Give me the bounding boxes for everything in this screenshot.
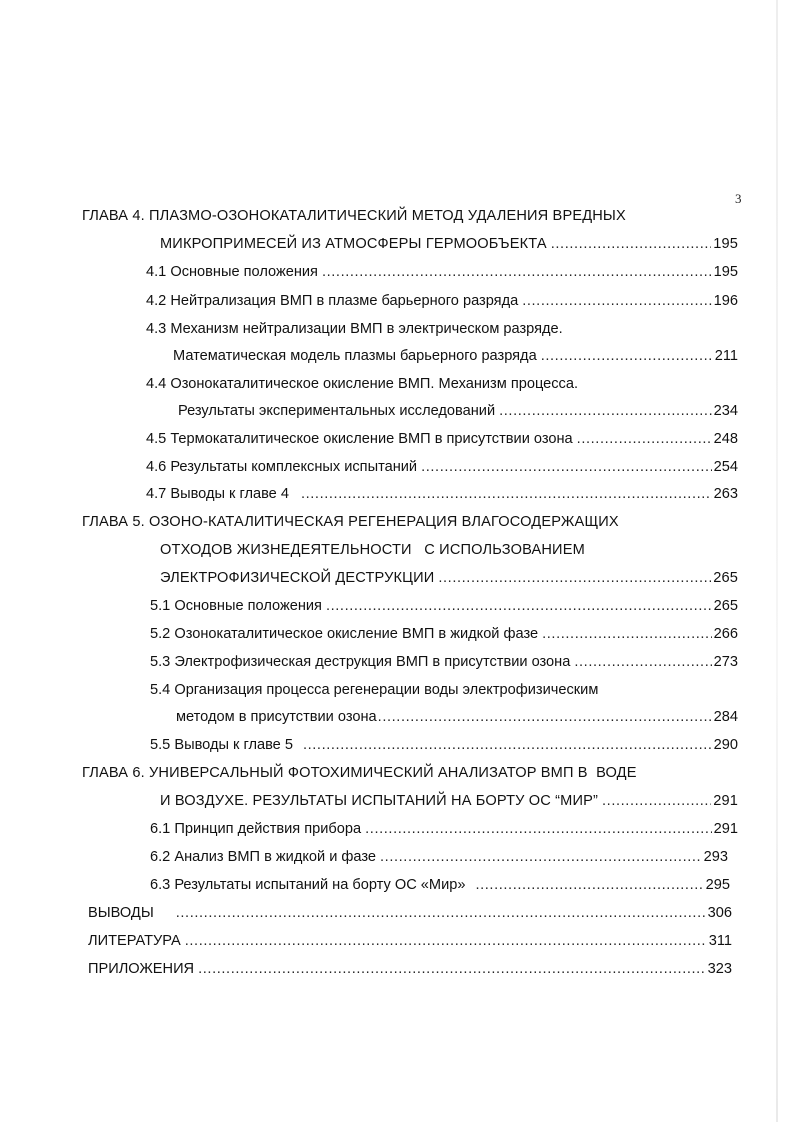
toc-chapter5-title-line1[interactable] (82, 512, 619, 532)
toc-entry-text: 6.1 Принцип действия прибора (150, 821, 362, 837)
toc-entry-text: 6.3 Результаты испытаний на борту ОС «Мир» (150, 877, 466, 893)
toc-entry-text: ГЛАВА 6. УНИВЕРСАЛЬНЫЙ ФОТОХИМИЧЕСКИЙ АНАЛИЗАТОР ВМП В ВОДЕ (82, 765, 637, 781)
toc-entry-text: ГЛАВА 4. ПЛАЗМО-ОЗОНОКАТАЛИТИЧЕСКИЙ МЕТОД УДАЛЕНИЯ ВРЕДНЫХ (82, 208, 626, 224)
toc-entry-text: Результаты экспериментальных исследований (178, 403, 496, 419)
toc-section-4-4-line2[interactable] (178, 401, 738, 421)
dot-leader (380, 847, 702, 867)
toc-page-number: 323 (707, 961, 732, 977)
toc-section-4-3-line2[interactable] (173, 346, 738, 366)
toc-entry-text: 5.3 Электрофизическая деструкция ВМП в присутствии озона (150, 654, 571, 670)
toc-section-4-6[interactable] (146, 457, 738, 477)
toc-entry-text: И ВОЗДУХЕ. РЕЗУЛЬТАТЫ ИСПЫТАНИЙ НА БОРТУ ОС “МИР” (160, 793, 599, 809)
dot-leader (378, 707, 712, 727)
dot-leader (176, 903, 706, 923)
toc-section-5-5[interactable] (150, 735, 738, 755)
toc-literature[interactable] (88, 931, 732, 951)
toc-entry-text: 4.6 Результаты комплексных испытаний (146, 459, 418, 475)
toc-entry-text: 5.1 Основные положения (150, 598, 322, 614)
toc-appendices[interactable] (88, 959, 732, 979)
toc-chapter4-title-line1[interactable] (82, 206, 626, 226)
dot-leader (301, 484, 712, 504)
toc-section-5-1[interactable] (150, 596, 738, 616)
toc-entry-text: Математическая модель плазмы барьерного разряда (173, 348, 537, 364)
toc-entry-text: ЛИТЕРАТУРА (88, 933, 181, 949)
toc-section-5-4-line2[interactable] (176, 707, 738, 727)
toc-chapter6-title-line1[interactable] (82, 763, 637, 783)
toc-entry-text: 4.7 Выводы к главе 4 (146, 486, 289, 502)
dot-leader (577, 429, 712, 449)
toc-entry-text: ЭЛЕКТРОФИЗИЧЕСКОЙ ДЕСТРУКЦИИ (160, 570, 435, 586)
toc-section-6-2[interactable] (150, 847, 728, 867)
toc-page-number: 265 (713, 570, 738, 586)
dot-leader (438, 568, 711, 588)
dot-leader (542, 624, 712, 644)
toc-conclusions[interactable] (88, 903, 732, 923)
toc-chapter6-title-line2[interactable] (160, 791, 738, 811)
toc-section-4-4-line1[interactable] (146, 374, 578, 394)
toc-section-6-3[interactable] (150, 875, 730, 895)
toc-entry-text: 6.2 Анализ ВМП в жидкой и фазе (150, 849, 377, 865)
toc-entry-text: методом в присутствии озона (176, 709, 377, 725)
toc-section-6-1[interactable] (150, 819, 738, 839)
toc-page-number: 211 (714, 348, 738, 364)
toc-chapter5-title-line2[interactable] (160, 540, 585, 560)
toc-page-number: 295 (705, 877, 730, 893)
toc-page-number: 265 (713, 598, 738, 614)
toc-entry-text: ГЛАВА 5. ОЗОНО-КАТАЛИТИЧЕСКАЯ РЕГЕНЕРАЦИЯ ВЛАГОСОДЕРЖАЩИХ (82, 514, 619, 530)
toc-entry-text: 4.3 Механизм нейтрализации ВМП в электрическом разряде. (146, 321, 563, 337)
toc-page-number: 284 (713, 709, 738, 725)
toc-entry-text: ПРИЛОЖЕНИЯ (88, 961, 195, 977)
toc-entry-text: 4.2 Нейтрализация ВМП в плазме барьерного разряда (146, 293, 519, 309)
toc-page-number: 291 (713, 821, 738, 837)
toc-chapter5-title-line3[interactable] (160, 568, 738, 588)
toc-section-4-5[interactable] (146, 429, 738, 449)
toc-page-number: 263 (713, 486, 738, 502)
toc-entry-text: ОТХОДОВ ЖИЗНЕДЕЯТЕЛЬНОСТИ С ИСПОЛЬЗОВАНИЕМ (160, 542, 585, 558)
toc-entry-text: 4.4 Озонокаталитическое окисление ВМП. Механизм процесса. (146, 376, 579, 392)
toc-page-number: 291 (713, 793, 738, 809)
dot-leader (522, 291, 711, 311)
toc-page-number: 266 (713, 626, 738, 642)
dot-leader (322, 262, 712, 282)
toc-section-4-3-line1[interactable] (146, 319, 563, 339)
dot-leader (365, 819, 712, 839)
dot-leader (541, 346, 713, 366)
toc-page-number: 195 (713, 236, 738, 252)
toc-page-number: 196 (713, 293, 738, 309)
toc-entry-text: МИКРОПРИМЕСЕЙ ИЗ АТМОСФЕРЫ ГЕРМООБЪЕКТА (160, 236, 547, 252)
toc-section-5-4-line1[interactable] (150, 680, 598, 700)
toc-entry-text: 4.5 Термокаталитическое окисление ВМП в присутствии озона (146, 431, 573, 447)
toc-page-number: 248 (713, 431, 738, 447)
toc-section-4-2[interactable] (146, 291, 738, 311)
toc-page-number: 254 (713, 459, 738, 475)
toc-entry-text: ВЫВОДЫ (88, 905, 154, 921)
toc-entry-text: 5.5 Выводы к главе 5 (150, 737, 293, 753)
dot-leader (551, 234, 711, 254)
page-number: 3 (735, 191, 742, 206)
dot-leader (499, 401, 712, 421)
toc-page-number: 293 (703, 849, 728, 865)
dot-leader (185, 931, 707, 951)
dot-leader (602, 791, 711, 811)
toc-page-number: 311 (708, 933, 732, 949)
toc-chapter4-title-line2[interactable] (160, 234, 738, 254)
toc-section-4-7[interactable] (146, 484, 738, 504)
toc-section-5-3[interactable] (150, 652, 738, 672)
dot-leader (198, 959, 706, 979)
toc-entry-text: 5.2 Озонокаталитическое окисление ВМП в жидкой фазе (150, 626, 539, 642)
toc-page-number: 195 (713, 264, 738, 280)
toc-page-number: 273 (713, 654, 738, 670)
toc-entry-text: 4.1 Основные положения (146, 264, 318, 280)
dot-leader (574, 652, 711, 672)
dot-leader (303, 735, 712, 755)
toc-entry-text: 5.4 Организация процесса регенерации воды электрофизическим (150, 682, 599, 698)
toc-page-number: 234 (713, 403, 738, 419)
dot-leader (421, 457, 712, 477)
toc-section-5-2[interactable] (150, 624, 738, 644)
toc-section-4-1[interactable] (146, 262, 738, 282)
toc-page-number: 306 (707, 905, 732, 921)
dot-leader (326, 596, 712, 616)
toc-page-number: 290 (713, 737, 738, 753)
dot-leader (475, 875, 703, 895)
